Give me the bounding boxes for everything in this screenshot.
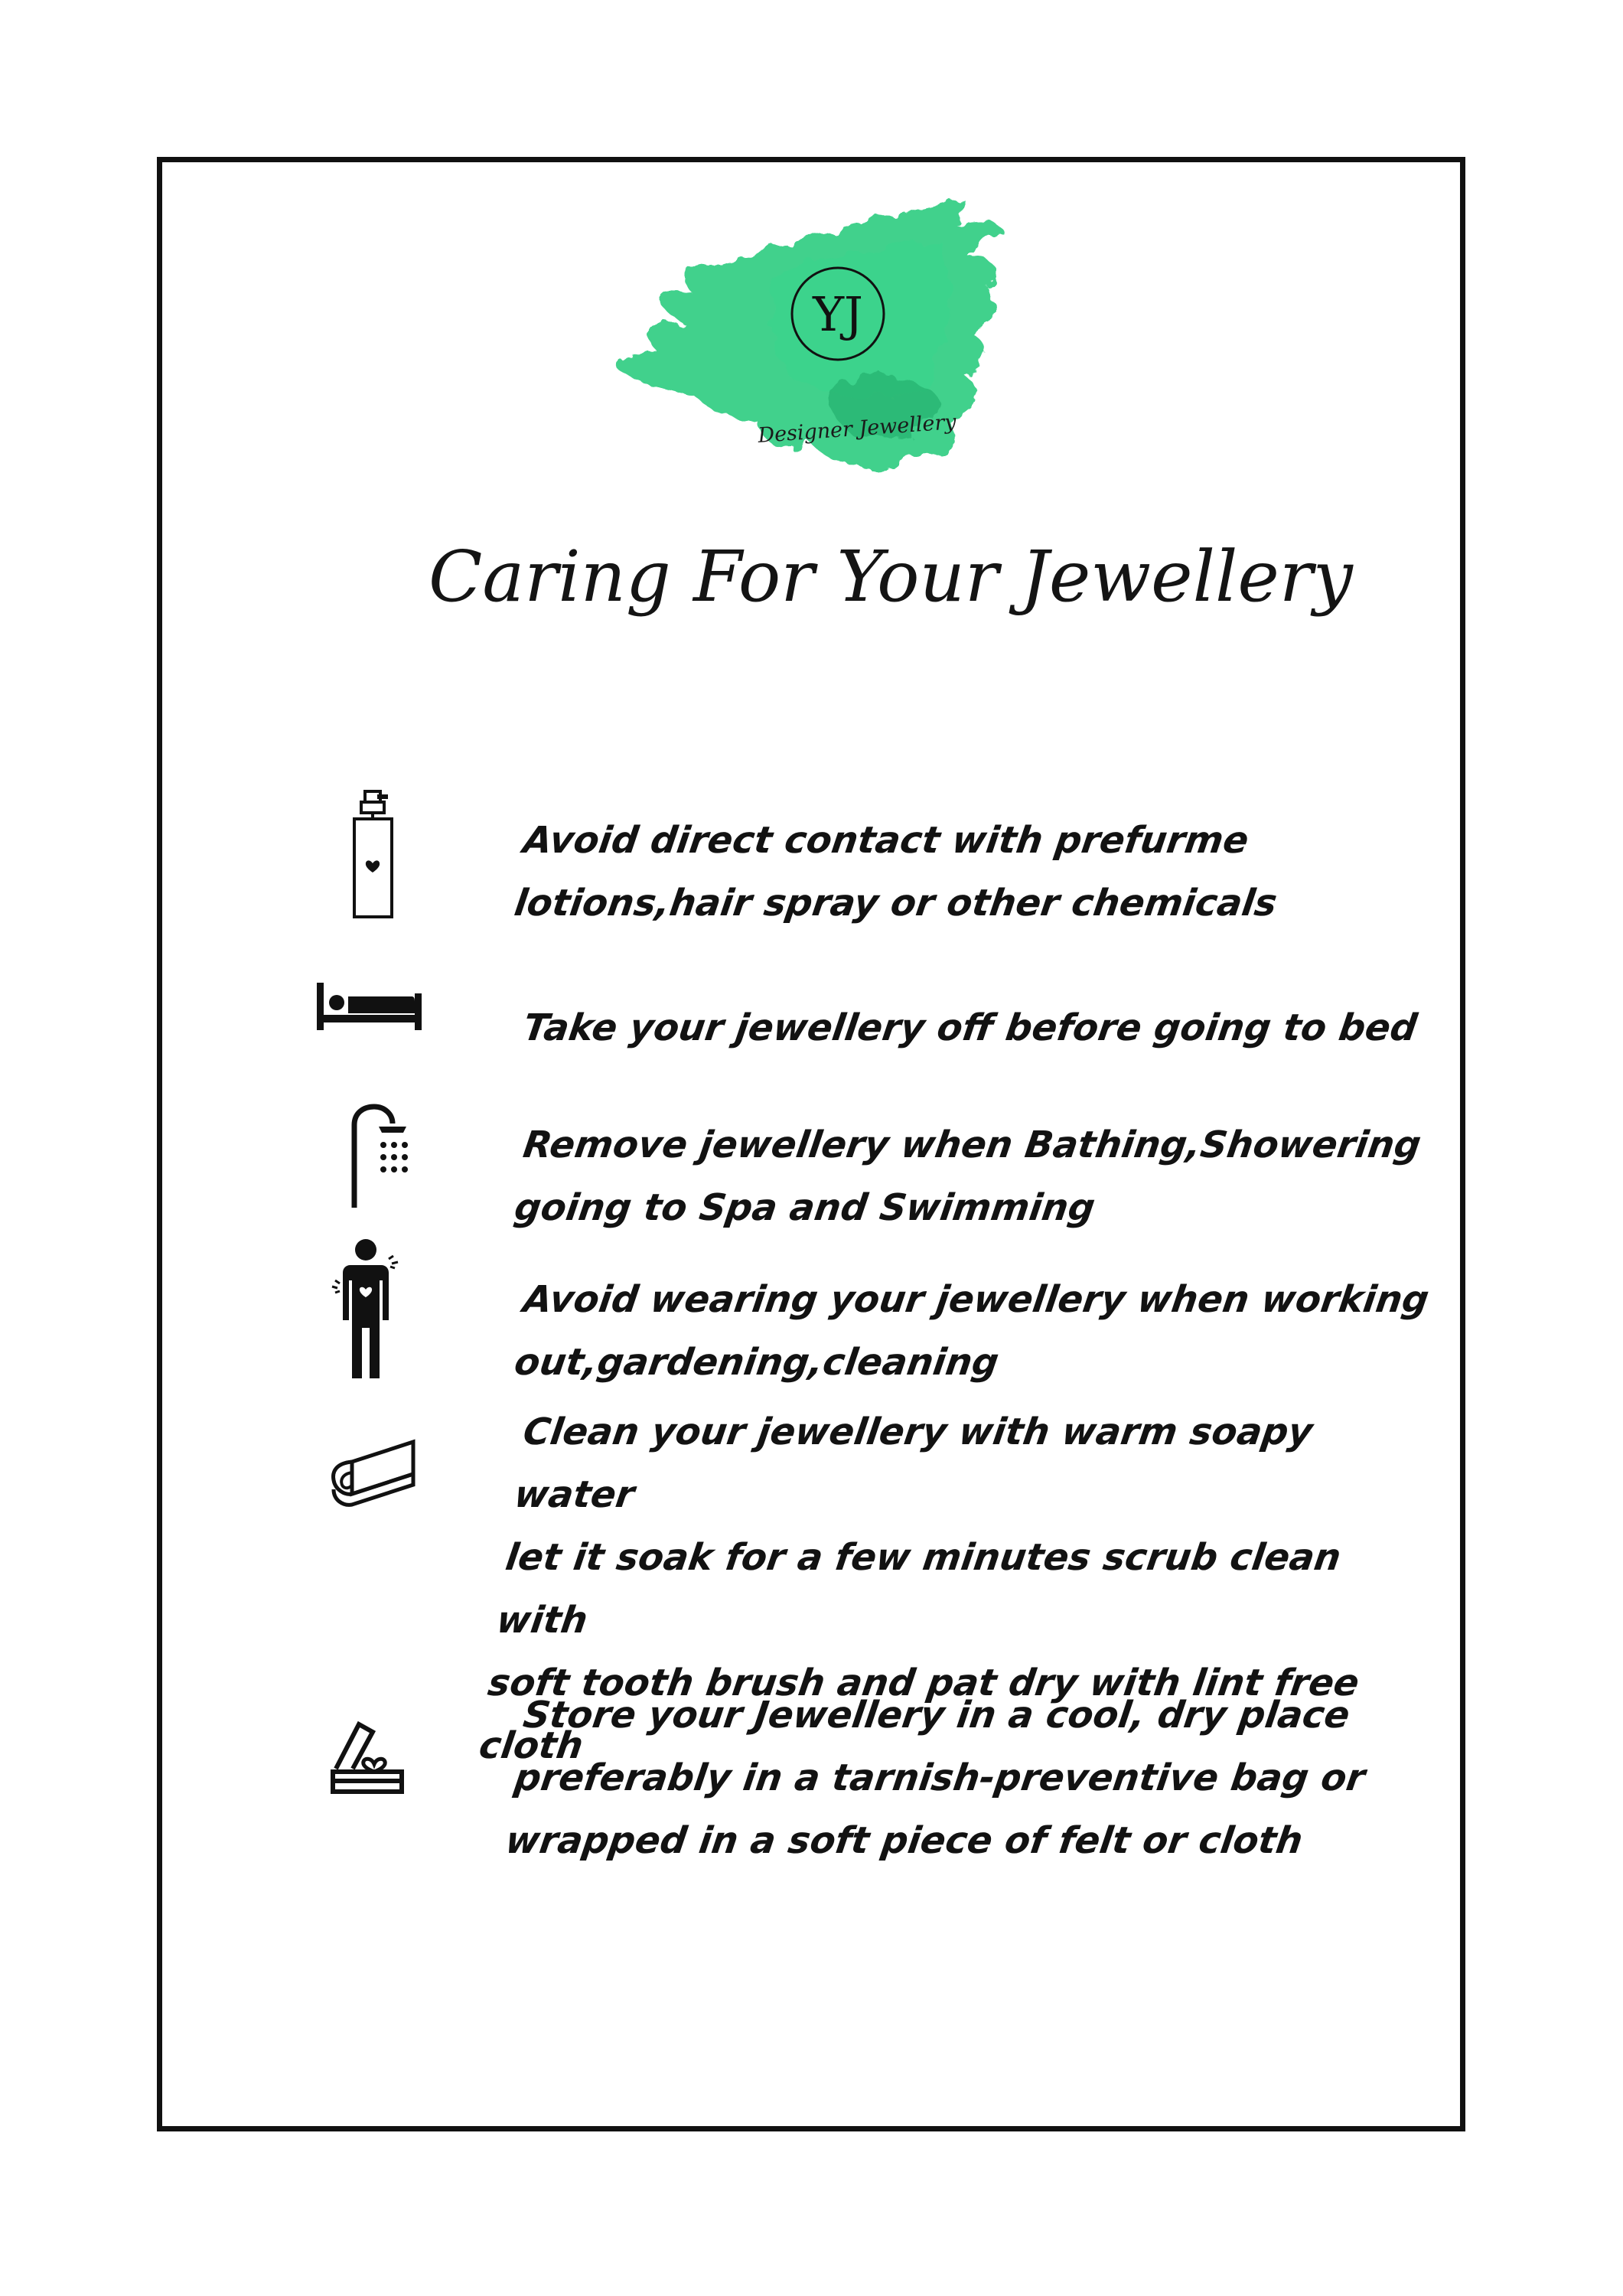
perfume-bottle-icon <box>348 788 398 922</box>
bed-icon <box>314 980 425 1033</box>
care-item-text-1: Avoid direct contact with prefurme lotions,hair spray or other chemicals <box>511 819 1280 925</box>
care-item-text-5: Clean your jewellery with warm soapy water let it soak for a few minutes scrub clean with soft tooth brush and pat dry with lint free cloth <box>476 1411 1362 1767</box>
care-item-text-3: Remove jewellery when Bathing,Showering going to Spa and Swimming <box>511 1124 1424 1229</box>
brush-stroke-logo-icon <box>605 191 1018 513</box>
page-title: Caring For Your Jewellery <box>429 536 1353 618</box>
person-sweating-icon <box>329 1236 402 1381</box>
brand-logo <box>605 191 1018 513</box>
care-item-text-2: Take your jewellery off before going to bed <box>520 1006 1420 1049</box>
care-item-text-6: Store your Jewellery in a cool, dry place preferably in a tarnish-preventive bag or wrapped in a soft piece of felt or cloth <box>503 1694 1368 1862</box>
care-item-text-4: Avoid wearing your jewellery when working out,gardening,cleaning <box>511 1278 1432 1384</box>
shower-icon <box>348 1102 421 1209</box>
monogram-text: YJ <box>813 286 863 342</box>
jewellery-box-icon <box>325 1718 409 1795</box>
towel-icon <box>329 1439 421 1508</box>
logo-caption: Designer Jewellery <box>757 409 957 448</box>
